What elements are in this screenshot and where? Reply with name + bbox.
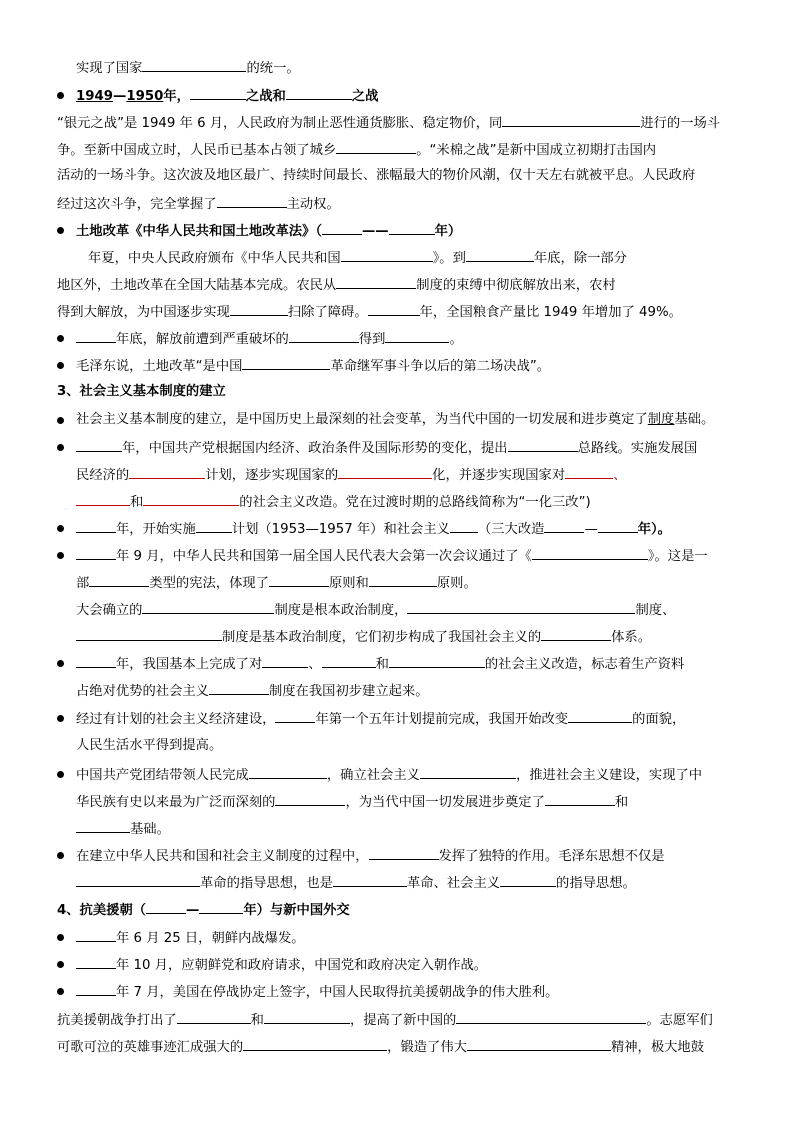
bullet-icon (57, 92, 64, 99)
blank[interactable] (502, 113, 640, 127)
text: 和 (250, 1013, 264, 1028)
text: 扫除了障碍。 (287, 305, 368, 320)
blank[interactable] (420, 765, 516, 779)
text: 年 6 月 25 日，朝鲜内战爆发。 (116, 931, 305, 946)
blank[interactable] (262, 654, 308, 668)
bullet-icon (57, 961, 64, 968)
blank[interactable] (322, 221, 362, 235)
blank[interactable] (196, 519, 232, 533)
blank[interactable] (76, 329, 116, 343)
text: 年， (163, 89, 190, 104)
line-21 (76, 600, 675, 620)
year-end: 1950 (126, 89, 164, 104)
underlined-text: 制度 (647, 412, 675, 427)
year-start: 1949 (76, 89, 114, 104)
bullet-icon (57, 335, 64, 342)
text: 制度在我国初步建立起来。 (268, 684, 429, 699)
text: 争。至新中国成立时，人民币已基本占领了城乡 (57, 143, 337, 158)
text: 经过有计划的社会主义经济建设， (76, 712, 276, 727)
text: 制度的束缚中彻底解放出来，农村 (416, 278, 616, 293)
text: 》。这是一 (647, 549, 708, 564)
text: 革命的指导思想，也是 (200, 876, 333, 891)
blank[interactable] (89, 573, 149, 587)
blank[interactable] (129, 465, 205, 479)
text: 精神，极大地鼓 (610, 1040, 705, 1055)
blank[interactable] (76, 654, 116, 668)
text: 基础。 (130, 822, 170, 837)
line-26 (76, 737, 222, 755)
blank[interactable] (275, 792, 345, 806)
text: 类型的宪法，体现了 (149, 576, 269, 591)
blank[interactable] (143, 492, 239, 506)
text: 发挥了独特的作用。毛泽东思想不仅是 (438, 849, 665, 864)
dash: — (186, 903, 200, 918)
blank[interactable] (338, 465, 432, 479)
line-20 (76, 573, 477, 593)
bullet-icon (57, 552, 64, 559)
line-22 (76, 627, 651, 647)
text: 年 10 月，应朝鲜党和政府请求，中国党和政府决定入朝作战。 (116, 958, 488, 973)
line-17 (76, 492, 591, 512)
line-28 (76, 792, 628, 812)
text: 计划，逐步实现国家的 (205, 468, 339, 483)
text: 计划（1953—1957 年）和社会主义 (231, 522, 450, 537)
blank[interactable] (336, 140, 416, 154)
text: 可歌可泣的英雄事迹汇成强大的 (57, 1040, 244, 1055)
heading-text: 3、社会主义基本制度的建立 (57, 384, 226, 399)
blank[interactable] (275, 709, 315, 723)
line-35 (76, 982, 558, 1002)
text: 年，开始实施 (116, 522, 196, 537)
line-04 (57, 140, 656, 160)
dash: — (113, 89, 127, 104)
text: ，提高了新中国的 (349, 1013, 457, 1028)
text: 和 (614, 795, 629, 810)
text: 制度是基本政治制度，它们初步构成了我国社会主义的 (222, 630, 542, 645)
blank[interactable] (76, 438, 122, 452)
line-15 (76, 438, 697, 458)
blank[interactable] (76, 955, 116, 969)
text: 原则。 (436, 576, 477, 591)
line-02 (76, 86, 378, 106)
line-24 (76, 681, 429, 701)
text: 活动的一场斗争。这次波及地区最广、持续时间最长、涨幅最大的物价风潮，仅十天左右就被平息。人民政府 (57, 168, 696, 183)
text: 年底，除一部分 (533, 251, 627, 266)
bullet-icon (57, 660, 64, 667)
line-29 (76, 819, 170, 839)
text: 之战和 (245, 89, 286, 104)
line-11 (76, 329, 463, 349)
line-34 (76, 955, 487, 975)
blank[interactable] (76, 492, 130, 506)
blank[interactable] (385, 329, 449, 343)
text: 、 (308, 657, 322, 672)
blank[interactable] (190, 86, 246, 100)
blank[interactable] (541, 627, 611, 641)
text: 年，我国基本上完成了对 (116, 657, 263, 672)
blank[interactable] (333, 873, 407, 887)
line-33 (76, 928, 305, 948)
blank[interactable] (142, 600, 274, 614)
text: 实现了国家 (76, 61, 143, 76)
blank[interactable] (598, 519, 638, 533)
bullet-icon (57, 417, 64, 424)
text: ，推进社会主义建设，实现了中 (515, 768, 703, 783)
bullet-icon (57, 362, 64, 369)
line-30 (76, 846, 665, 866)
text: 的社会主义改造，标志着生产资料 (484, 657, 685, 672)
blank[interactable] (289, 329, 359, 343)
bullet-icon (57, 444, 64, 451)
text: 化，并逐步实现国家对 (432, 468, 566, 483)
line-31 (76, 873, 636, 893)
text: 体系。 (611, 630, 652, 645)
bullet-icon (57, 525, 64, 532)
blank[interactable] (336, 275, 416, 289)
text: 和 (130, 495, 144, 510)
section-heading (57, 383, 226, 401)
text: 革命、社会主义 (406, 876, 501, 891)
line-14 (76, 411, 714, 429)
line-25 (76, 709, 685, 729)
text: “银元之战”是 1949 年 6 月，人民政府为制止恶性通货膨胀、稳定物价，同 (57, 116, 503, 131)
blank[interactable] (466, 248, 534, 262)
text: 。“米棉之战”是新中国成立初期打击国内 (416, 143, 657, 158)
text: 地区外，土地改革在全国大陆基本完成。农民从 (57, 278, 337, 293)
line-05 (57, 167, 695, 185)
blank[interactable] (76, 928, 116, 942)
blank[interactable] (269, 573, 329, 587)
text: 和 (375, 657, 389, 672)
text: 进行的一场斗 (640, 116, 721, 131)
text: 抗美援朝战争打出了 (57, 1013, 177, 1028)
text: ，锻造了伟大 (387, 1040, 467, 1055)
text: 部 (76, 576, 90, 591)
text: 、 (613, 468, 627, 483)
blank[interactable] (544, 519, 584, 533)
line-06 (57, 194, 340, 214)
text: 年 9 月，中华人民共和国第一届全国人民代表大会第一次会议通过了《 (116, 549, 532, 564)
section-heading (57, 900, 350, 920)
blank[interactable] (389, 221, 435, 235)
text: ，为当代中国一切发展进步奠定了 (345, 795, 545, 810)
blank[interactable] (76, 819, 130, 833)
text: 得到 (358, 332, 386, 347)
blank[interactable] (565, 465, 613, 479)
text: 得到大解放，为中国逐步实现 (57, 305, 230, 320)
blank[interactable] (76, 873, 200, 887)
bullet-icon (57, 715, 64, 722)
text: 。 (449, 332, 463, 347)
text: 毛泽东说，土地改革“是中国 (76, 359, 243, 374)
line-08 (88, 248, 627, 268)
text: 土地改革《中华人民共和国土地改革法》（ (76, 224, 322, 239)
text: （三大改造 (477, 522, 545, 537)
text: 的面貌， (632, 712, 686, 727)
blank[interactable] (369, 846, 439, 860)
blank[interactable] (217, 194, 287, 208)
text: 年第一个五年计划提前完成，我国开始改变 (315, 712, 569, 727)
text: 的社会主义改造。党在过渡时期的总路线简称为“一化三改”) (239, 495, 591, 510)
line-37 (57, 1037, 704, 1057)
blank[interactable] (230, 302, 288, 316)
text: 年）。 (637, 522, 671, 537)
blank[interactable] (76, 519, 116, 533)
bullet-icon (57, 852, 64, 859)
text: 华民族有史以来最为广泛而深刻的 (76, 795, 276, 810)
text: 总路线。实施发展国 (577, 441, 698, 456)
line-16 (76, 465, 626, 485)
blank[interactable] (242, 356, 330, 370)
line-03 (57, 113, 720, 133)
text: 制度、 (635, 603, 676, 618)
text: 占绝对优势的社会主义 (76, 684, 209, 699)
line-09 (57, 275, 616, 295)
text: 经过这次斗争，完全掌握了 (57, 197, 217, 212)
blank[interactable] (264, 1010, 350, 1024)
blank[interactable] (341, 248, 433, 262)
text: 原则和 (328, 576, 369, 591)
line-07 (76, 221, 461, 241)
text: 革命继军事斗争以后的第二场决战”。 (330, 359, 551, 374)
line-23 (76, 654, 684, 674)
text: 基础。 (674, 412, 715, 427)
blank[interactable] (407, 600, 635, 614)
blank[interactable] (146, 900, 186, 914)
line-18 (76, 519, 671, 539)
text: 年 7 月，美国在停战协定上签字，中国人民取得抗美援朝战争的伟大胜利。 (116, 985, 559, 1000)
text: 的统一。 (246, 61, 300, 76)
text: 年底，解放前遭到严重破坏的 (116, 332, 289, 347)
blank[interactable] (142, 58, 246, 72)
blank[interactable] (243, 1037, 387, 1051)
blank[interactable] (322, 654, 376, 668)
bullet-icon (57, 227, 64, 234)
dash: —— (362, 224, 389, 239)
blank[interactable] (286, 86, 352, 100)
text: 年，中国共产党根据国内经济、政治条件及国际形势的变化，提出 (122, 441, 508, 456)
text: 之战 (351, 89, 379, 104)
text: 民经济的 (76, 468, 130, 483)
blank[interactable] (532, 546, 648, 560)
dash: — (584, 522, 598, 537)
text: 的指导思想。 (556, 876, 636, 891)
blank[interactable] (369, 573, 437, 587)
text: 社会主义基本制度的建立，是中国历史上最深刻的社会变革，为当代中国的一切发展和进步奠定了 (76, 412, 648, 427)
line-27 (76, 765, 702, 785)
blank[interactable] (545, 792, 615, 806)
text: 年，全国粮食产量比 1949 年增加了 49%。 (419, 305, 682, 320)
text: 制度是根本政治制度， (274, 603, 408, 618)
blank[interactable] (76, 982, 116, 996)
text: ，确立社会主义 (326, 768, 420, 783)
blank[interactable] (500, 873, 556, 887)
blank[interactable] (177, 1010, 251, 1024)
line-10 (57, 302, 682, 322)
bullet-icon (57, 988, 64, 995)
text: 。志愿军们 (646, 1013, 713, 1028)
bullet-icon (57, 771, 64, 778)
text: 年） (434, 224, 462, 239)
text: 》。到 (432, 251, 466, 266)
text: 年）与新中国外交 (243, 903, 350, 918)
blank[interactable] (76, 627, 222, 641)
line-01 (76, 58, 300, 78)
text: 4、抗美援朝（ (57, 903, 147, 918)
text: 人民生活水平得到提高。 (76, 738, 223, 753)
blank[interactable] (209, 681, 269, 695)
blank[interactable] (450, 519, 478, 533)
blank[interactable] (467, 1037, 611, 1051)
line-19 (76, 546, 708, 566)
text: 主动权。 (286, 197, 340, 212)
blank[interactable] (568, 709, 632, 723)
blank[interactable] (456, 1010, 646, 1024)
bullet-icon (57, 934, 64, 941)
blank[interactable] (368, 302, 420, 316)
line-12 (76, 356, 550, 376)
text: 大会确立的 (76, 603, 143, 618)
blank[interactable] (508, 438, 578, 452)
line-36 (57, 1010, 713, 1030)
blank[interactable] (76, 546, 116, 560)
blank[interactable] (389, 654, 485, 668)
text: 在建立中华人民共和国和社会主义制度的过程中， (76, 849, 369, 864)
text: 中国共产党团结带领人民完成 (76, 768, 249, 783)
text: 年夏，中央人民政府颁布《中华人民共和国 (88, 251, 341, 266)
blank[interactable] (249, 765, 327, 779)
blank[interactable] (199, 900, 243, 914)
